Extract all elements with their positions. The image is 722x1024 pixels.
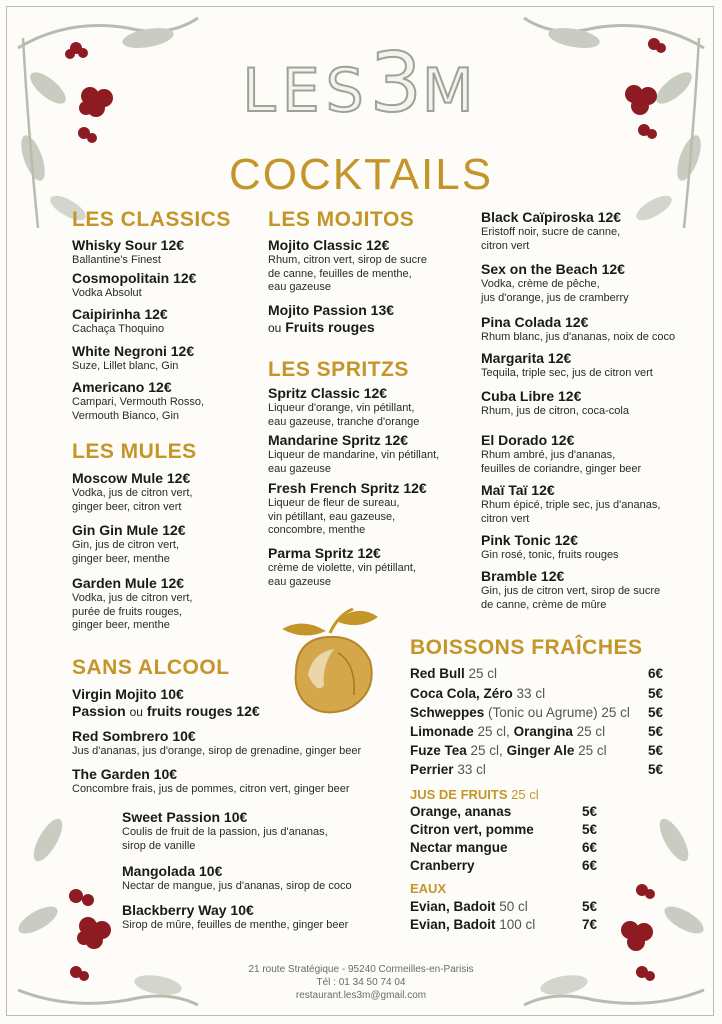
item-desc: eau gazeuse [268,462,331,475]
item-desc: de canne, feuilles de menthe, [268,267,412,280]
item-name: Americano 12€ [72,379,172,395]
item-desc: citron vert [481,512,530,525]
menu-item [72,522,186,566]
item-name: Whisky Sour 12€ [72,237,185,253]
item-desc: eau gazeuse [268,281,331,293]
menu-item [268,237,427,295]
footer-address: 21 route Stratégique - 95240 Cormeilles-en-Parisis [248,964,474,975]
item-desc: crème de violette, vin pétillant, [268,562,416,574]
menu-item [72,470,192,514]
item-name: Black Caïpiroska 12€ [481,209,622,225]
item-name: Pina Colada 12€ [481,314,589,330]
item-name: Mojito Passion 13€ [268,302,395,318]
drink-row: Evian, Badoit 100 cl [410,917,536,932]
item-desc: Suze, Lillet blanc, Gin [72,360,179,372]
item-name: Pink Tonic 12€ [481,532,578,548]
section-heading-mojitos: LES MOJITOS [268,208,415,231]
section-heading-classics: LES CLASSICS [72,208,231,231]
item-desc: Sirop de mûre, feuilles de menthe, ginger beer [122,919,349,931]
drink-price: 6€ [648,666,664,681]
drink-price: 5€ [648,686,664,701]
item-name: Spritz Classic 12€ [268,385,388,401]
item-name: Parma Spritz 12€ [268,545,381,561]
drink-row: Evian, Badoit 50 cl [410,899,528,914]
menu-item [72,237,184,268]
item-desc: Coulis de fruit de la passion, jus d'ananas, [122,826,328,838]
item-desc: Rhum blanc, jus d'ananas, noix de coco [481,331,676,343]
section-heading-spritzs: LES SPRITZS [268,358,409,381]
drink-row: Coca Cola, Zéro 33 cl [410,686,546,701]
item-desc: Rhum ambré, jus d'ananas, [481,449,616,461]
item-desc: Vodka Absolut [72,287,142,299]
menu-item [268,302,394,337]
menu-item [72,270,196,301]
item-name: Cosmopolitain 12€ [72,270,197,286]
menu-item [72,379,204,423]
item-desc: Campari, Vermouth Rosso, [72,396,205,408]
drink-price: 6€ [582,858,598,873]
item-desc: Gin rosé, tonic, fruits rouges [481,549,619,561]
item-desc: Eristoff noir, sucre de canne, [481,226,621,238]
or-text: ou [268,321,282,335]
drink-price: 5€ [648,743,664,758]
menu-item [481,432,641,476]
item-name: Mojito Classic 12€ [268,237,390,253]
section-heading-sans-alcool: SANS ALCOOL [72,656,230,679]
menu-item [122,902,348,933]
menu-item [72,306,168,337]
page-title: COCKTAILS [228,150,494,199]
item-desc: Vodka, crème de pêche, [481,278,600,290]
drink-price: 5€ [582,822,598,837]
item-desc: Vodka, jus de citron vert, [72,487,193,499]
drink-row: Perrier 33 cl [410,762,486,777]
item-desc: Vodka, jus de citron vert, [72,592,193,604]
item-name: Moscow Mule 12€ [72,470,191,486]
drink-price: 7€ [582,917,598,932]
item-name: Virgin Mojito 10€ [72,686,184,702]
menu-item [72,766,350,797]
drink-row: Nectar mangue [410,840,508,855]
item-desc: Liqueur de fleur de sureau, [268,497,400,509]
menu-item [122,809,328,853]
item-desc: Gin, jus de citron vert, [72,539,179,551]
drink-price: 5€ [582,804,598,819]
drink-price: 5€ [648,705,664,720]
peach-illustration-icon [278,603,388,718]
item-name: Gin Gin Mule 12€ [72,522,186,538]
logo-three: 3 [369,36,422,131]
item-alt: Fruits rouges [285,319,375,335]
brand-logo [0,36,722,131]
item-name: Blackberry Way 10€ [122,902,254,918]
drink-price: 5€ [582,899,598,914]
section-heading-boissons: BOISSONS FRAÎCHES [410,636,643,659]
item-desc: Cachaça Thoquino [72,323,165,335]
menu-item [481,568,660,612]
item-name: White Negroni 12€ [72,343,195,359]
item-desc: Ballantine's Finest [72,254,161,266]
subsection-heading-jus: JUS DE FRUITS 25 cl [410,787,539,802]
item-desc: Nectar de mangue, jus d'ananas, sirop de coco [122,880,352,892]
item-desc: de canne, crème de mûre [481,598,607,611]
menu-item [481,209,621,253]
menu-item [481,482,660,526]
item-name: Mangolada 10€ [122,863,223,879]
item-desc: Tequila, triple sec, jus de citron vert [481,367,653,379]
item-desc: Concombre frais, jus de pommes, citron vert, ginger beer [72,783,350,795]
drink-row: Limonade 25 cl, Orangina 25 cl [410,724,606,739]
item-name: El Dorado 12€ [481,432,575,448]
item-name: Fresh French Spritz 12€ [268,480,427,496]
item-desc: Jus d'ananas, jus d'orange, sirop de grenadine, ginger beer [72,745,362,757]
item-desc: concombre, menthe [268,524,366,536]
drink-row: Citron vert, pomme [410,822,534,837]
menu-item [481,350,653,381]
menu-item [268,385,419,429]
item-desc: ginger beer, citron vert [72,500,182,513]
item-desc: Rhum, citron vert, sirop de sucre [268,254,427,266]
item-desc: ginger beer, menthe [72,619,170,631]
menu-item [72,575,192,633]
item-desc: eau gazeuse, tranche d'orange [268,415,420,428]
menu-item [72,728,361,759]
menu-item [481,388,629,419]
footer-email[interactable]: restaurant.les3m@gmail.com [295,990,427,1001]
menu-item [122,863,352,894]
item-desc: jus d'orange, jus de cramberry [481,291,629,304]
item-name: Sweet Passion 10€ [122,809,248,825]
item-desc: Vermouth Bianco, Gin [72,409,180,422]
section-heading-mules: LES MULES [72,440,197,463]
item-name: Mandarine Spritz 12€ [268,432,409,448]
menu-item [481,314,675,345]
item-desc: eau gazeuse [268,575,331,588]
item-name: Caipirinha 12€ [72,306,168,322]
logo-m: M [421,56,480,126]
drink-row: Cranberry [410,858,475,873]
menu-item [481,532,619,563]
menu-item [268,480,427,538]
subsection-heading-eaux: EAUX [410,881,447,896]
drink-row: Red Bull 25 cl [410,666,498,681]
item-name: Red Sombrero 10€ [72,728,196,744]
logo-les: LES [242,56,370,126]
menu-item [268,432,439,476]
item-desc: sirop de vanille [122,839,196,852]
drink-price: 5€ [648,762,664,777]
drink-price: 5€ [648,724,664,739]
item-desc: Liqueur d'orange, vin pétillant, [268,402,415,414]
item-desc: vin pétillant, eau gazeuse, [268,510,396,523]
item-alt: Passion [72,703,126,719]
item-desc: purée de fruits rouges, [72,605,183,618]
item-desc: feuilles de coriandre, ginger beer [481,462,642,475]
item-name: Garden Mule 12€ [72,575,185,591]
drink-row: Fuze Tea 25 cl, Ginger Ale 25 cl [410,743,607,758]
item-desc: Liqueur de mandarine, vin pétillant, [268,449,440,461]
item-desc: Gin, jus de citron vert, sirop de sucre [481,585,661,597]
item-name: Cuba Libre 12€ [481,388,582,404]
menu-item [268,545,416,589]
item-name: Bramble 12€ [481,568,565,584]
item-name: Maï Taï 12€ [481,482,555,498]
item-name: Sex on the Beach 12€ [481,261,625,277]
drink-row: Schweppes (Tonic ou Agrume) 25 cl [410,705,630,720]
drink-price: 6€ [582,840,598,855]
drink-row: Orange, ananas [410,804,512,819]
item-name: The Garden 10€ [72,766,178,782]
item-desc: Rhum, jus de citron, coca-cola [481,405,629,417]
item-desc: ginger beer, menthe [72,552,170,565]
item-desc: Rhum épicé, triple sec, jus d'ananas, [481,499,661,511]
menu-item [72,686,260,721]
footer-phone: Tél : 01 34 50 74 04 [316,977,406,988]
menu-item [481,261,629,305]
item-name: Margarita 12€ [481,350,572,366]
item-desc: citron vert [481,239,530,252]
item-alt: fruits rouges 12€ [146,703,260,719]
or-text: ou [129,705,143,719]
menu-item [72,343,194,374]
